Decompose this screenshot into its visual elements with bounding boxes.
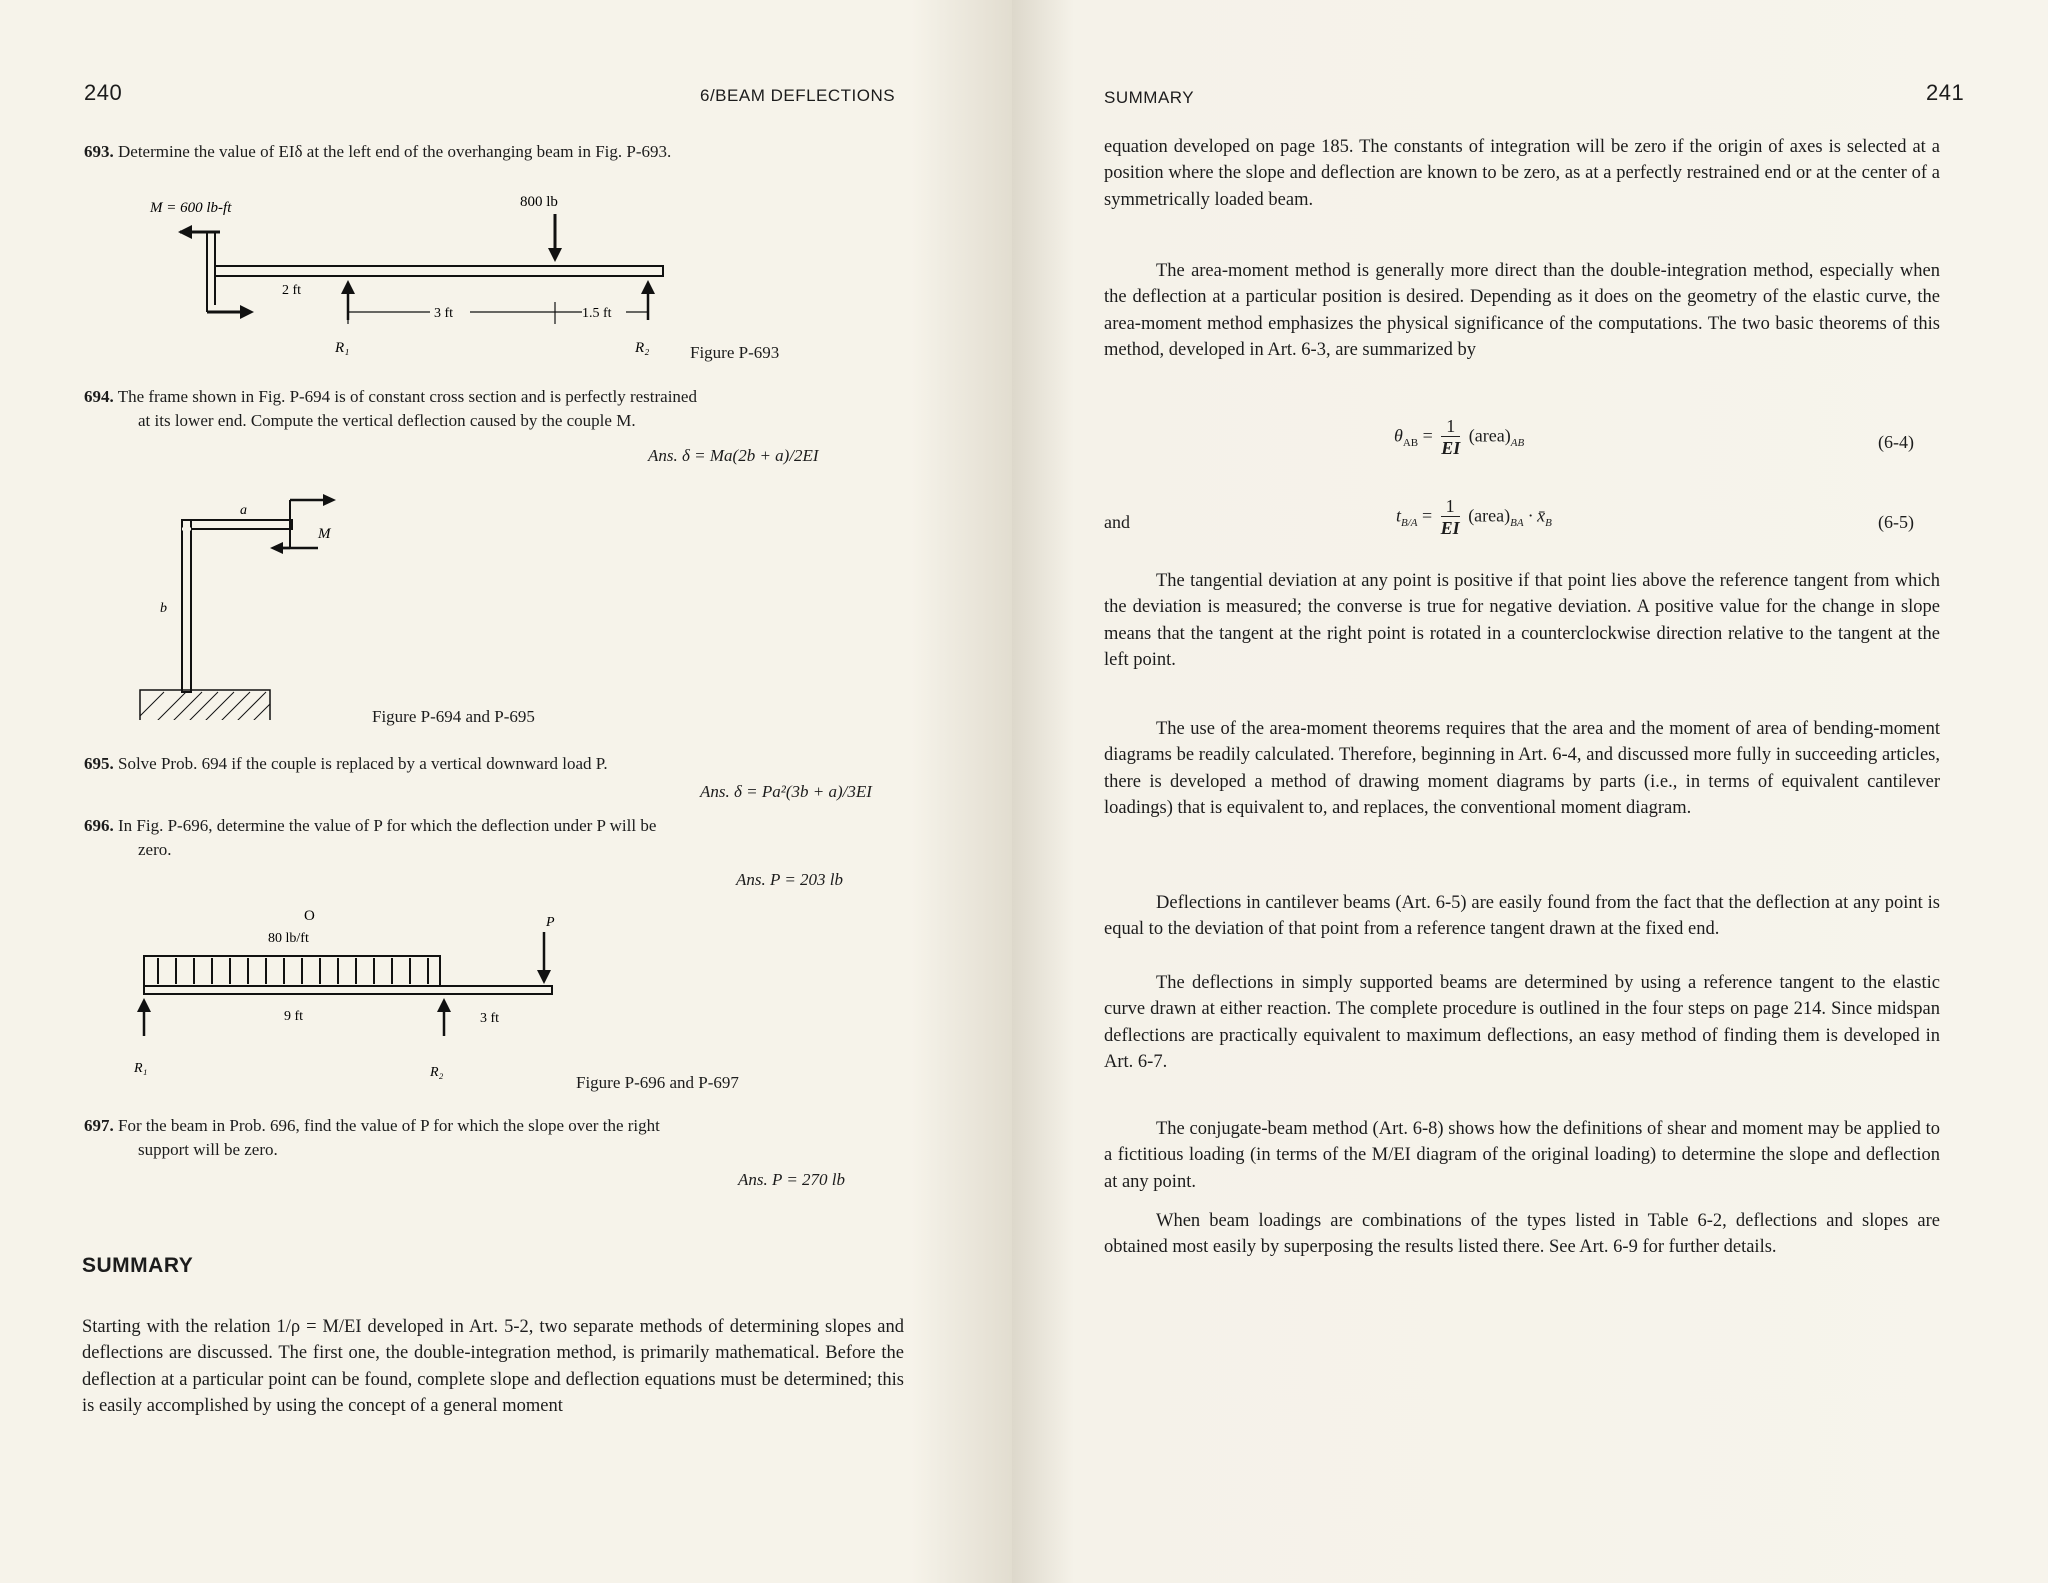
- eq-numerator: 1: [1441, 416, 1460, 437]
- equation-number-6-4: (6-4): [1878, 432, 1914, 452]
- eq-numerator: 1: [1441, 496, 1460, 517]
- eq-lhs-sub: B/A: [1401, 517, 1418, 530]
- eq-rhs: (area): [1468, 505, 1511, 526]
- paragraph-2: The area-moment method is generally more direct than the double-integration method, especially when the deflection at a particular position is desired. Depending as it does on the geometry of the elastic curve, the area-moment method emphasizes the physical significance of the computations. The two basic theorems of this method, developed in Art. 6-3, are summarized by: [1104, 261, 1940, 360]
- moment-label: M = 600 lb-ft: [150, 200, 232, 216]
- page-number-right: 241: [1926, 80, 1965, 105]
- problem-number: 697.: [84, 1116, 114, 1135]
- problem-text-line1: For the beam in Prob. 696, find the value of P for which the slope over the right: [118, 1116, 660, 1135]
- problem-text-line1: The frame shown in Fig. P-694 is of constant cross section and is perfectly restrained: [117, 387, 697, 406]
- equation-6-4: [1394, 416, 1524, 459]
- paragraph-6: The deflections in simply supported beams are determined by using a reference tangent to the elastic curve drawn at either reaction. The complete procedure is outlined in the four steps on page 214. Since midspan deflections are practically equivalent to maximum deflections, an easy method of finding them is developed in Art. 6-7.: [1104, 973, 1940, 1072]
- problem-number: 693.: [84, 142, 114, 161]
- eq-tail-sub: B: [1545, 517, 1552, 530]
- problem-text-line2: support will be zero.: [138, 1140, 278, 1159]
- eq-rhs-sub: AB: [1510, 437, 1525, 450]
- problem-695: [84, 752, 914, 776]
- running-head-left: 6/BEAM DEFLECTIONS: [700, 86, 896, 105]
- problem-number: 695.: [84, 754, 114, 773]
- dim-2ft: 2 ft: [282, 283, 302, 298]
- problem-694: [84, 385, 914, 433]
- figure-caption-p696: Figure P-696 and P-697: [576, 1073, 739, 1092]
- problem-number: 696.: [84, 816, 114, 835]
- r1-label: R₁: [335, 340, 350, 356]
- figure-p693: [130, 190, 690, 375]
- page-number-left: 240: [84, 80, 123, 105]
- problem-text-line2: zero.: [138, 840, 172, 859]
- figure-p696: [128, 902, 588, 1087]
- right-page: [1012, 0, 2048, 1583]
- eq-rhs-sub: BA: [1510, 517, 1524, 530]
- eq-sign: =: [1422, 505, 1433, 526]
- eq-tail: · x̄: [1528, 505, 1546, 526]
- figure-p694: [130, 490, 390, 725]
- eq-lhs: t: [1396, 505, 1402, 526]
- dim-b: b: [160, 601, 167, 616]
- dim-9ft: 9 ft: [284, 1009, 304, 1024]
- point-o: O: [304, 908, 315, 924]
- r1-label: R₁: [134, 1061, 148, 1076]
- problem-number: 694.: [84, 387, 114, 406]
- eq-denominator: EI: [1440, 518, 1460, 538]
- summary-heading: SUMMARY: [82, 1254, 194, 1277]
- eq-rhs: (area): [1468, 425, 1511, 446]
- problem-text: Solve Prob. 694 if the couple is replaced by a vertical downward load P.: [118, 754, 608, 773]
- load-label: 800 lb: [520, 194, 558, 210]
- answer-694: Ans. δ = Ma(2b + a)/2EI: [648, 446, 819, 465]
- left-page: [0, 0, 1012, 1583]
- paragraph-8: When beam loadings are combinations of the types listed in Table 6-2, deflections and slopes are obtained most easily by superposing the results listed there. See Art. 6-9 for further details.: [1104, 1211, 1940, 1258]
- load-intensity: 80 lb/ft: [268, 931, 309, 946]
- summary-paragraph: Starting with the relation 1/ρ = M/EI developed in Art. 5-2, two separate methods of determining slopes and deflections are discussed. The first one, the double-integration method, is primarily mathematical. Before the deflection at a particular point can be found, complete slope and deflection equations must be determined; this is easily accomplished by using the concept of a general moment: [82, 1317, 904, 1416]
- eq-fraction: [1441, 416, 1460, 459]
- problem-text-line1: In Fig. P-696, determine the value of P for which the deflection under P will be: [118, 816, 657, 835]
- equation-number-6-5: (6-5): [1878, 512, 1914, 532]
- dim-a: a: [240, 503, 247, 518]
- answer-696: Ans. P = 203 lb: [736, 870, 844, 889]
- paragraph-5: Deflections in cantilever beams (Art. 6-5) are easily found from the fact that the deflection at any point is equal to the deviation of that point from a reference tangent drawn at the fixed end.: [1104, 893, 1940, 940]
- equation-6-5: [1396, 496, 1552, 539]
- and-label: and: [1104, 512, 1130, 532]
- dim-3ft: 3 ft: [480, 1011, 500, 1026]
- answer-695: Ans. δ = Pa²(3b + a)/3EI: [700, 782, 872, 801]
- eq-sign: =: [1422, 425, 1433, 446]
- problem-text-line2: at its lower end. Compute the vertical deflection caused by the couple M.: [138, 411, 636, 430]
- figure-caption-p694: Figure P-694 and P-695: [372, 707, 535, 726]
- paragraph-1: equation developed on page 185. The constants of integration will be zero if the origin of axes is selected at a position where the slope and deflection are known to be zero, as at a perfectly restrained end or at the center of a symmetrically loaded beam.: [1104, 137, 1940, 210]
- answer-697: Ans. P = 270 lb: [738, 1170, 846, 1189]
- problem-693: [84, 140, 904, 164]
- eq-lhs: θ: [1394, 425, 1403, 446]
- dim-1-5ft: 1.5 ft: [582, 306, 612, 321]
- problem-697: [84, 1114, 914, 1162]
- eq-fraction: [1441, 496, 1460, 539]
- paragraph-3: The tangential deviation at any point is positive if that point lies above the reference tangent from which the deviation is measured; the converse is true for negative deviation. A positive value for the change in slope means that the tangent at the right point is rotated in a counterclockwise direction relative to the tangent at the left point.: [1104, 571, 1940, 670]
- paragraph-4: The use of the area-moment theorems requires that the area and the moment of area of bending-moment diagrams be readily calculated. Therefore, beginning in Art. 6-4, and discussed more fully in succeeding articles, there is developed a method of drawing moment diagrams by parts (i.e., in terms of equivalent cantilever loadings) that is equivalent to, and replaces, the conventional moment diagram.: [1104, 719, 1940, 818]
- eq-lhs-sub: AB: [1402, 437, 1419, 450]
- paragraph-7: The conjugate-beam method (Art. 6-8) shows how the definitions of shear and moment may be applied to a fictitious loading (in terms of the M/EI diagram of the original loading) to determine the slope and deflection at any point.: [1104, 1119, 1940, 1192]
- running-head-right: SUMMARY: [1104, 88, 1195, 107]
- load-p: P: [546, 915, 555, 930]
- problem-text: Determine the value of EIδ at the left end of the overhanging beam in Fig. P-693.: [118, 142, 672, 161]
- figure-caption-p693: Figure P-693: [690, 343, 780, 362]
- problem-696: [84, 814, 914, 862]
- eq-denominator: EI: [1441, 438, 1461, 458]
- couple-m: M: [318, 526, 331, 542]
- r2-label: R₂: [635, 340, 650, 356]
- dim-3ft: 3 ft: [434, 306, 454, 321]
- r2-label: R₂: [430, 1065, 444, 1080]
